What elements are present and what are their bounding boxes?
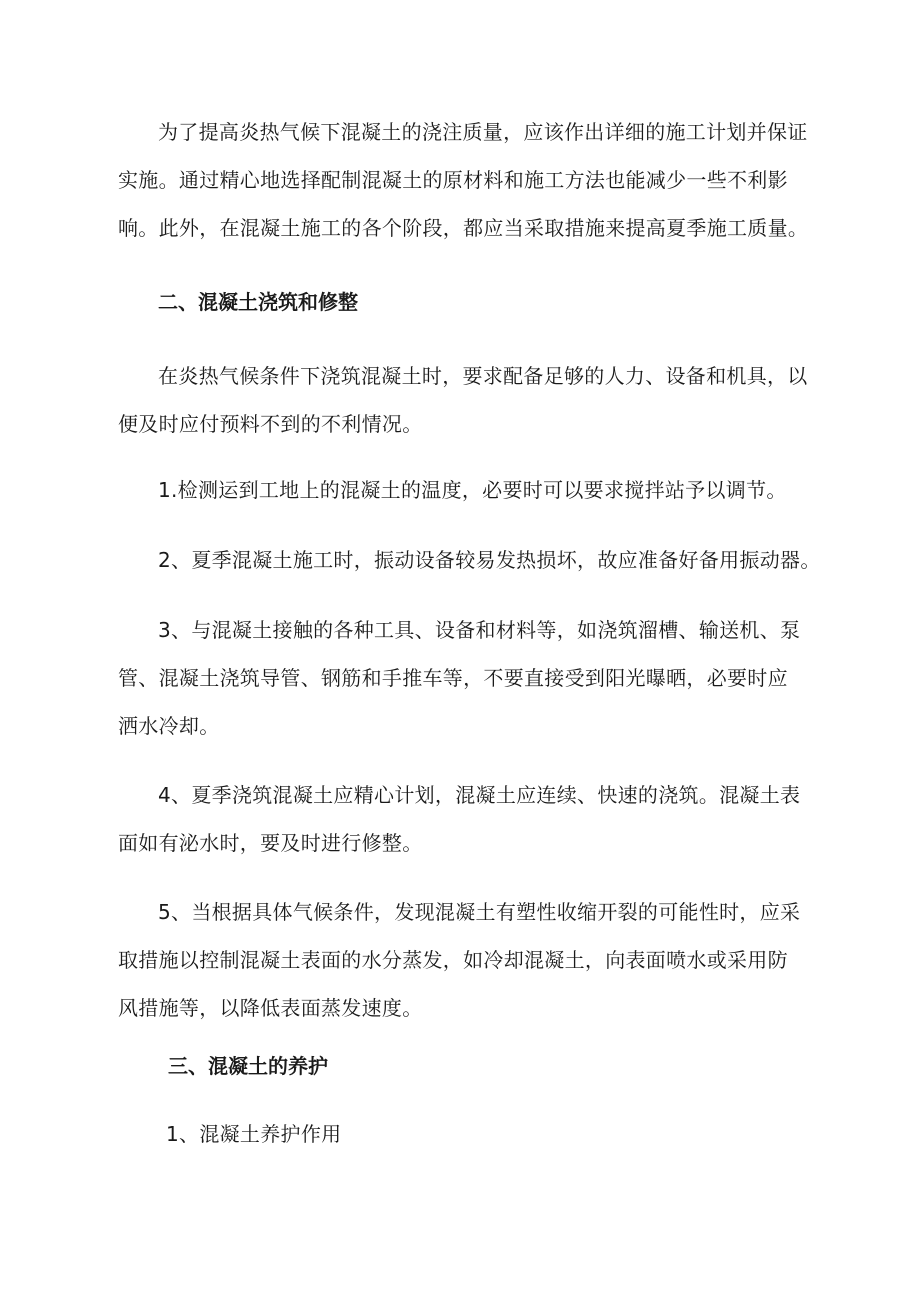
paragraph-line: 风措施等，以降低表面蒸发速度。 <box>118 996 423 1020</box>
paragraph-line: 为了提高炎热气候下混凝土的浇注质量，应该作出详细的施工计划并保证 <box>158 120 808 144</box>
paragraph-line: 2、夏季混凝土施工时，振动设备较易发热损坏，故应准备好备用振动器。 <box>158 548 821 572</box>
list-item <box>118 606 818 750</box>
subsection-heading <box>166 1110 766 1158</box>
paragraph-line: 面如有泌水时，要及时进行修整。 <box>118 831 423 855</box>
list-item <box>118 771 818 867</box>
intro-paragraph <box>118 108 818 252</box>
paragraph-line: 实施。通过精心地选择配制混凝土的原材料和施工方法也能减少一些不利影 <box>118 168 788 192</box>
paragraph-line: 洒水冷却。 <box>118 714 220 738</box>
list-item <box>118 888 818 1032</box>
list-item <box>118 536 821 584</box>
paragraph-line: 4、夏季浇筑混凝土应精心计划，混凝土应连续、快速的浇筑。混凝土表 <box>158 783 801 807</box>
paragraph-line: 1、混凝土养护作用 <box>166 1122 342 1146</box>
paragraph-line: 管、混凝土浇筑导管、钢筋和手推车等，不要直接受到阳光曝晒，必要时应 <box>118 666 788 690</box>
paragraph-line: 响。此外，在混凝土施工的各个阶段，都应当采取措施来提高夏季施工质量。 <box>118 216 809 240</box>
section-heading: 二、混凝土浇筑和修整 <box>158 290 358 314</box>
paragraph-line: 5、当根据具体气候条件，发现混凝土有塑性收缩开裂的可能性时，应采 <box>158 900 801 924</box>
section-heading: 三、混凝土的养护 <box>168 1054 328 1078</box>
paragraph-line: 3、与混凝土接触的各种工具、设备和材料等，如浇筑溜槽、输送机、泵 <box>158 618 801 642</box>
paragraph-line: 在炎热气候条件下浇筑混凝土时，要求配备足够的人力、设备和机具，以 <box>158 364 808 388</box>
list-item <box>118 466 818 514</box>
section-intro-paragraph <box>118 352 818 448</box>
paragraph-line: 便及时应付预料不到的不利情况。 <box>118 412 423 436</box>
paragraph-line: 取措施以控制混凝土表面的水分蒸发，如冷却混凝土，向表面喷水或采用防 <box>118 948 788 972</box>
paragraph-line: 1.检测运到工地上的混凝土的温度，必要时可以要求搅拌站予以调节。 <box>158 478 787 502</box>
